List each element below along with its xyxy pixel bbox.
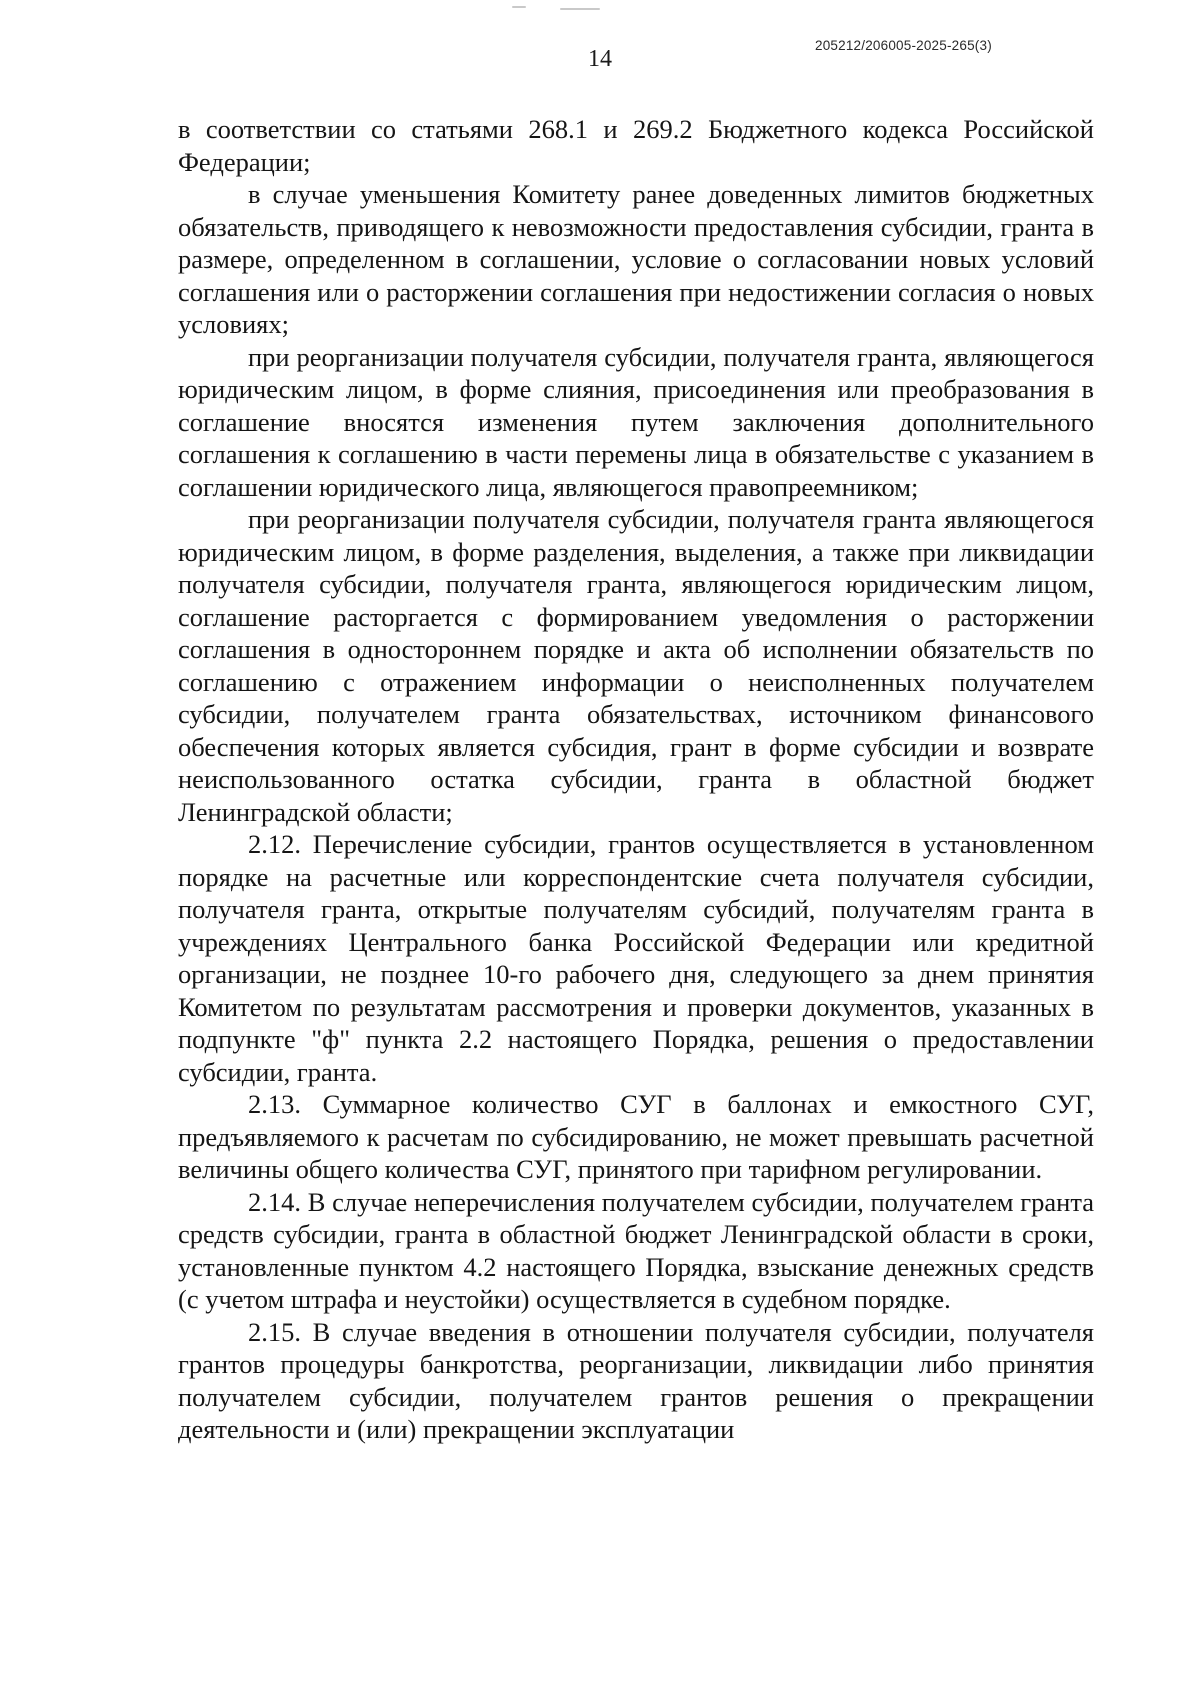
paragraph: при реорганизации получателя субсидии, получателя гранта, являющегося юридическим лицом, в форме слияния, присоединения или преобразования в соглашение вносятся изменения путем заключения дополнительного соглашения к соглашению в части перемены лица в обязательстве с указанием в соглашении юридического лица, являющегося правопреемником; — [178, 341, 1094, 502]
document-body — [178, 113, 1094, 1446]
paragraph: в случае уменьшения Комитету ранее доведенных лимитов бюджетных обязательств, приводящего к невозможности предоставления субсидии, гранта в размере, определенном в соглашении, условие о согласовании новых условий соглашения или о расторжении соглашения при недостижении согласия о новых условиях; — [178, 179, 1094, 339]
page-number: 14 — [588, 46, 612, 72]
paragraph-2-15: 2.15. В случае введения в отношении получателя субсидии, получателя грантов процедуры банкротства, реорганизации, ликвидации либо принятия получателем субсидии, получателем грантов решения о прекращении деятельности и (или) прекращении эксплуатации — [178, 1316, 1094, 1444]
paragraph-2-12: 2.12. Перечисление субсидии, грантов осуществляется в установленном порядке на расчетные или корреспондентские счета получателя субсидии, получателя гранта, открытые получателям субсидий, получателям гранта в учреждениях Центрального банка Российской Федерации или кредитной организации, не позднее 10-го рабочего дня, следующего за днем принятия Комитетом по результатам рассмотрения и проверки документов, указанных в подпункте "ф" пункта 2.2 настоящего Порядка, решения о предоставлении субсидии, гранта. — [178, 829, 1094, 1087]
scan-artifact — [512, 6, 526, 8]
paragraph-2-13: 2.13. Суммарное количество СУГ в баллонах и емкостного СУГ, предъявляемого к расчетам по субсидированию, не может превышать расчетной величины общего количества СУГ, принятого при тарифном регулировании. — [178, 1089, 1094, 1184]
scan-artifact — [560, 8, 600, 10]
paragraph: при реорганизации получателя субсидии, получателя гранта являющегося юридическим лицом, в форме разделения, выделения, а также при ликвидации получателя субсидии, получателя гранта, являющегося юридическим лицом, соглашение расторгается с формированием уведомления о расторжении соглашения в одностороннем порядке и акта об исполнении обязательств по соглашению с отражением информации о неисполненных получателем субсидии, получателем гранта обязательствах, источником финансового обеспечения которых является субсидия, грант в форме субсидии и возврате неиспользованного остатка субсидии, гранта в областной бюджет Ленинградской области; — [178, 504, 1094, 827]
paragraph: в соответствии со статьями 268.1 и 269.2 Бюджетного кодекса Российской Федерации; — [178, 114, 1094, 177]
paragraph-2-14: 2.14. В случае неперечисления получателем субсидии, получателем гранта средств субсидии, гранта в областной бюджет Ленинградской области в сроки, установленные пунктом 4.2 настоящего Порядка, взыскание денежных средств (с учетом штрафа и неустойки) осуществляется в судебном порядке. — [178, 1186, 1094, 1314]
document-registration-code: 205212/206005-2025-265(3) — [815, 38, 992, 53]
